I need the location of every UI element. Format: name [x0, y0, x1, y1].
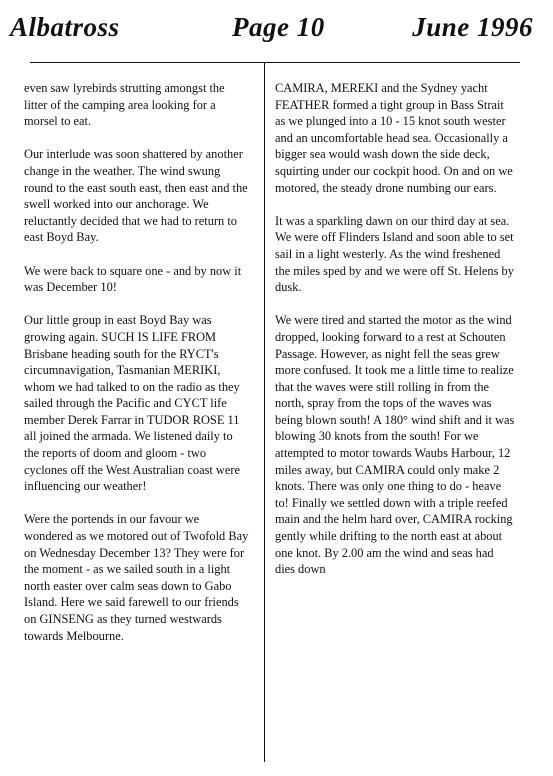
paragraph: We were back to square one - and by now it was December 10!: [24, 263, 242, 295]
left-column: [24, 80, 250, 661]
paragraph: Our interlude was soon shattered by another change in the weather. The wind swung round to the east south east, then east and the swell worked into our anchorage. We reluctantly decided that we had to return to east Boyd Bay.: [24, 147, 248, 245]
paragraph: CAMIRA, MEREKI and the Sydney yacht FEATHER formed a tight group in Bass Strait as we plunged into a 10 - 15 knot south wester and an uncomfortable head sea. Occasionally a bigger sea would wash down the side deck, squirting under our cockpit hood. On and on we motored, the steady drone numbing our ears.: [275, 81, 513, 195]
header-rule: [30, 62, 520, 63]
paragraph: Were the portends in our favour we wondered as we motored out of Twofold Bay on Wednesday December 13? They were for the moment - as we sailed south in a light north easter over calm seas down to Gabo Island. Here we said farewell to our friends on GINSENG as they turned westwards towards Melbourne.: [24, 512, 249, 643]
issue-date: June 1996: [412, 12, 533, 42]
column-divider: [264, 62, 265, 762]
paragraph: We were tired and started the motor as the wind dropped, looking forward to a rest at Schouten Passage. However, as night fell the seas grew more confused. It took me a little time to realize that the waves were still rolling in from the north, spray from the tops of the waves was being blown south! A 180° wind shift and it was blowing 30 knots from the south! For we attempted to motor towards Waubs Harbour, 12 miles away, but CAMIRA could only make 2 knots. There was only one thing to do - heave to! Finally we settled down with a triple reefed main and the helm hard over, CAMIRA rocking gently while drifting to the north east at about one knot. By 2.00 am the wind and seas had dies down: [275, 313, 515, 577]
paragraph: Our little group in east Boyd Bay was growing again. SUCH IS LIFE FROM Brisbane heading south for the RYCT's circumnavigation, Tasmanian MERIKI, whom we had talked to on the radio as they sailed through the Pacific and CYCT life member Derek Farrar in TUDOR ROSE 11 all joined the armada. We listened daily to the reports of doom and gloom - two cyclones off the West Australian coast were influencing our weather!: [24, 313, 240, 494]
page-header: [0, 6, 553, 46]
paragraph: even saw lyrebirds strutting amongst the litter of the camping area looking for a morsel to eat.: [24, 81, 225, 129]
newsletter-title: Albatross: [10, 12, 120, 42]
page-number: Page 10: [232, 12, 325, 42]
paragraph: It was a sparkling dawn on our third day at sea. We were off Flinders Island and soon able to set sail in a light westerly. As the wind freshened the miles sped by and we were off St. Helens by dusk.: [275, 213, 514, 295]
right-column: [275, 80, 515, 594]
